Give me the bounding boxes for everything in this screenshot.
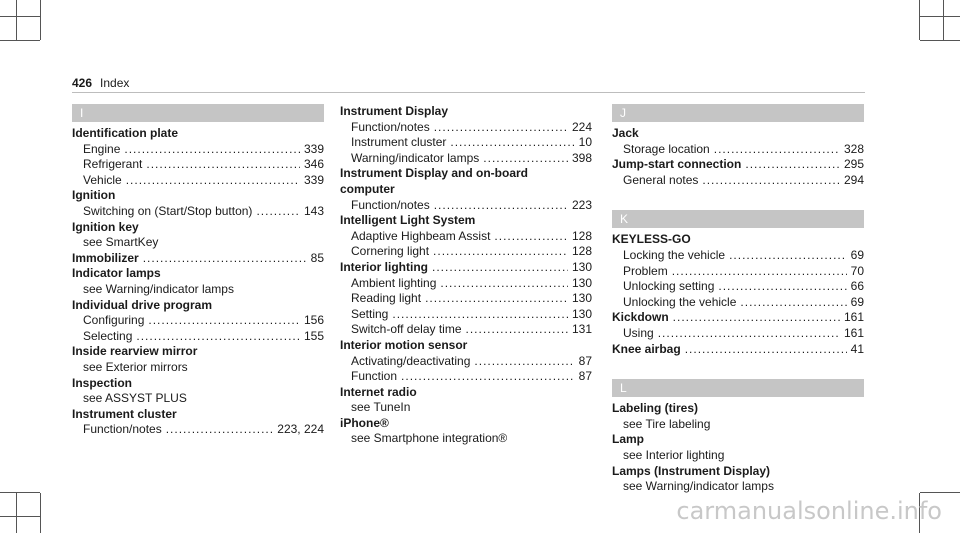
- index-subentry: [340, 307, 592, 323]
- index-entry: Identification plate: [72, 126, 179, 140]
- dot-leader: [450, 135, 574, 151]
- page-number: 426: [72, 76, 93, 90]
- index-entry: Ignition key: [72, 219, 139, 234]
- index-entry: Jack: [612, 126, 639, 140]
- index-entry: Lamp: [612, 432, 645, 447]
- index-subentry: [340, 291, 592, 307]
- dot-leader: [432, 260, 568, 276]
- entry-text: Switching on (Start/Stop button): [83, 203, 253, 218]
- crop-mark: [920, 492, 960, 493]
- dot-leader: [714, 142, 840, 158]
- entry-text: Using: [623, 325, 654, 340]
- entry-text: Kickdown: [612, 310, 669, 325]
- section-letter: I: [72, 104, 324, 122]
- index-entry-with-page: [612, 310, 864, 326]
- index-entry: Internet radio: [340, 384, 417, 399]
- watermark: carmanualsonline.info: [676, 497, 942, 525]
- index-subentry: [340, 276, 592, 292]
- index-subentry: [72, 173, 324, 189]
- dot-leader: [434, 198, 568, 214]
- page-reference: 87: [578, 369, 592, 384]
- index-column-3: [612, 104, 864, 495]
- entry-text: Reading light: [351, 291, 422, 306]
- crop-mark: [40, 493, 41, 533]
- page-reference: 294: [843, 172, 864, 187]
- page-reference: 339: [303, 141, 324, 156]
- index-entry: Ignition: [72, 188, 116, 203]
- page-reference: 161: [843, 325, 864, 340]
- entry-text: Activating/deactivating: [351, 353, 471, 368]
- page-reference: 130: [571, 291, 592, 306]
- page-reference: 161: [843, 310, 864, 325]
- index-entry-with-page: [612, 342, 864, 358]
- index-entry: Inspection: [72, 375, 133, 390]
- crop-mark: [0, 16, 40, 17]
- dot-leader: [745, 157, 840, 173]
- index-entry-with-page: [72, 251, 324, 267]
- page-reference: 156: [303, 313, 324, 328]
- index-entry: Indicator lamps: [72, 266, 161, 281]
- page-reference: 130: [571, 306, 592, 321]
- page-reference: 130: [571, 275, 592, 290]
- crop-mark: [40, 0, 41, 40]
- index-entry: Instrument Display and on-board: [340, 166, 529, 181]
- page-header: [72, 76, 129, 90]
- page-reference: 128: [571, 244, 592, 259]
- page-reference: 131: [571, 322, 592, 337]
- index-subentry: [340, 354, 592, 370]
- see-reference: see TuneIn: [351, 400, 411, 415]
- page-reference: 295: [843, 157, 864, 172]
- entry-text: Function/notes: [351, 119, 430, 134]
- page-reference: 87: [578, 353, 592, 368]
- index-entry-with-page: [612, 157, 864, 173]
- dot-leader: [474, 354, 574, 370]
- entry-text: Storage location: [623, 141, 710, 156]
- index-subentry: [340, 135, 592, 151]
- crop-mark: [919, 0, 920, 40]
- index-entry: Labeling (tires): [612, 401, 699, 416]
- page-reference: 66: [850, 279, 864, 294]
- entry-text: Knee airbag: [612, 341, 681, 356]
- page-reference: 128: [571, 228, 592, 243]
- entry-text: Interior lighting: [340, 259, 428, 274]
- index-entry: Instrument Display: [340, 104, 449, 118]
- dot-leader: [124, 142, 300, 158]
- see-reference: see Tire labeling: [623, 416, 711, 431]
- crop-mark: [943, 0, 944, 40]
- entry-text: Locking the vehicle: [623, 247, 726, 262]
- page-reference: 223, 224: [277, 422, 324, 437]
- dot-leader: [658, 326, 840, 342]
- entry-text: Immobilizer: [72, 250, 139, 265]
- page-reference: 69: [850, 294, 864, 309]
- index-entry: Intelligent Light System: [340, 213, 476, 228]
- index-entry: Inside rearview mirror: [72, 344, 198, 359]
- index-subentry: [340, 244, 592, 260]
- page-reference: 398: [571, 150, 592, 165]
- page-reference: 69: [850, 247, 864, 262]
- index-subentry: [340, 229, 592, 245]
- page-reference: 70: [850, 263, 864, 278]
- page-reference: 85: [310, 250, 324, 265]
- index-entry: Instrument cluster: [72, 406, 177, 421]
- entry-text: Adaptive Highbeam Assist: [351, 228, 491, 243]
- dot-leader: [672, 264, 847, 280]
- dot-leader: [673, 310, 840, 326]
- entry-text: General notes: [623, 172, 699, 187]
- entry-text: Function/notes: [83, 422, 162, 437]
- page-reference: 328: [843, 141, 864, 156]
- dot-leader: [494, 229, 568, 245]
- dot-leader: [148, 313, 300, 329]
- index-column-2: [340, 104, 592, 447]
- dot-leader: [166, 422, 274, 438]
- page-reference: 339: [303, 172, 324, 187]
- dot-leader: [483, 151, 568, 167]
- page-reference: 130: [571, 259, 592, 274]
- dot-leader: [740, 295, 846, 311]
- dot-leader: [425, 291, 568, 307]
- index-entry: Interior motion sensor: [340, 337, 468, 352]
- crop-mark: [16, 493, 17, 533]
- section-letter: J: [612, 104, 864, 122]
- see-reference: see ASSYST PLUS: [83, 391, 187, 406]
- page-reference: 143: [303, 203, 324, 218]
- entry-text: Warning/indicator lamps: [351, 150, 480, 165]
- see-reference: see Exterior mirrors: [83, 359, 188, 374]
- index-subentry: [72, 204, 324, 220]
- dot-leader: [136, 329, 300, 345]
- index-subentry: [72, 422, 324, 438]
- entry-text: Switch-off delay time: [351, 322, 462, 337]
- page-reference: 155: [303, 328, 324, 343]
- entry-text: Instrument cluster: [351, 135, 447, 150]
- index-subentry: [72, 313, 324, 329]
- crop-mark: [920, 16, 960, 17]
- page-reference: 224: [571, 119, 592, 134]
- crop-mark: [0, 516, 40, 517]
- see-reference: see Smartphone integration®: [351, 431, 508, 446]
- index-subentry: [612, 248, 864, 264]
- page-reference: 346: [303, 157, 324, 172]
- dot-leader: [718, 279, 846, 295]
- index-entry: iPhone®: [340, 415, 389, 430]
- see-reference: see Interior lighting: [623, 447, 725, 462]
- header-divider: [72, 92, 865, 93]
- section-spacer: [612, 188, 864, 210]
- index-subentry: [612, 173, 864, 189]
- index-subentry: [72, 157, 324, 173]
- entry-text: Selecting: [83, 328, 133, 343]
- page-reference: 223: [571, 197, 592, 212]
- dot-leader: [434, 120, 568, 136]
- dot-leader: [392, 307, 568, 323]
- dot-leader: [433, 244, 568, 260]
- see-reference: see Warning/indicator lamps: [83, 281, 234, 296]
- index-entry-with-page: [340, 260, 592, 276]
- dot-leader: [702, 173, 840, 189]
- section-letter: L: [612, 379, 864, 397]
- entry-text: Vehicle: [83, 172, 122, 187]
- index-subentry: [340, 120, 592, 136]
- dot-leader: [440, 276, 568, 292]
- dot-leader: [143, 251, 307, 267]
- entry-text: Setting: [351, 306, 389, 321]
- dot-leader: [146, 157, 300, 173]
- crop-mark: [0, 40, 40, 41]
- page-reference: 10: [578, 135, 592, 150]
- entry-text: Unlocking setting: [623, 279, 715, 294]
- page-reference: 41: [850, 341, 864, 356]
- entry-text: Problem: [623, 263, 668, 278]
- dot-leader: [126, 173, 300, 189]
- dot-leader: [401, 369, 575, 385]
- section-letter: K: [612, 210, 864, 228]
- index-subentry: [72, 142, 324, 158]
- index-subentry: [340, 198, 592, 214]
- dot-leader: [256, 204, 300, 220]
- entry-text: Ambient lighting: [351, 275, 437, 290]
- index-entry: Lamps (Instrument Display): [612, 463, 771, 478]
- entry-text: Engine: [83, 141, 121, 156]
- index-column-1: [72, 104, 324, 438]
- entry-text: Cornering light: [351, 244, 430, 259]
- crop-mark: [0, 492, 40, 493]
- index-subentry: [612, 142, 864, 158]
- index-entry: computer: [340, 181, 395, 196]
- see-reference: see SmartKey: [83, 235, 159, 250]
- entry-text: Function/notes: [351, 197, 430, 212]
- entry-text: Configuring: [83, 313, 145, 328]
- index-subentry: [340, 369, 592, 385]
- crop-mark: [920, 40, 960, 41]
- crop-mark: [16, 0, 17, 40]
- index-subentry: [612, 326, 864, 342]
- index-subentry: [340, 322, 592, 338]
- dot-leader: [685, 342, 847, 358]
- index-subentry: [612, 295, 864, 311]
- index-subentry: [612, 264, 864, 280]
- index-subentry: [72, 329, 324, 345]
- index-subentry: [340, 151, 592, 167]
- see-reference: see Warning/indicator lamps: [623, 479, 774, 494]
- index-entry: Individual drive program: [72, 297, 213, 312]
- entry-text: Jump-start connection: [612, 157, 742, 172]
- entry-text: Function: [351, 369, 398, 384]
- dot-leader: [466, 322, 568, 338]
- section-spacer: [612, 357, 864, 379]
- index-entry: KEYLESS-GO: [612, 232, 691, 247]
- index-subentry: [612, 279, 864, 295]
- entry-text: Refrigerant: [83, 157, 143, 172]
- page-title: Index: [100, 76, 130, 90]
- dot-leader: [729, 248, 847, 264]
- entry-text: Unlocking the vehicle: [623, 294, 737, 309]
